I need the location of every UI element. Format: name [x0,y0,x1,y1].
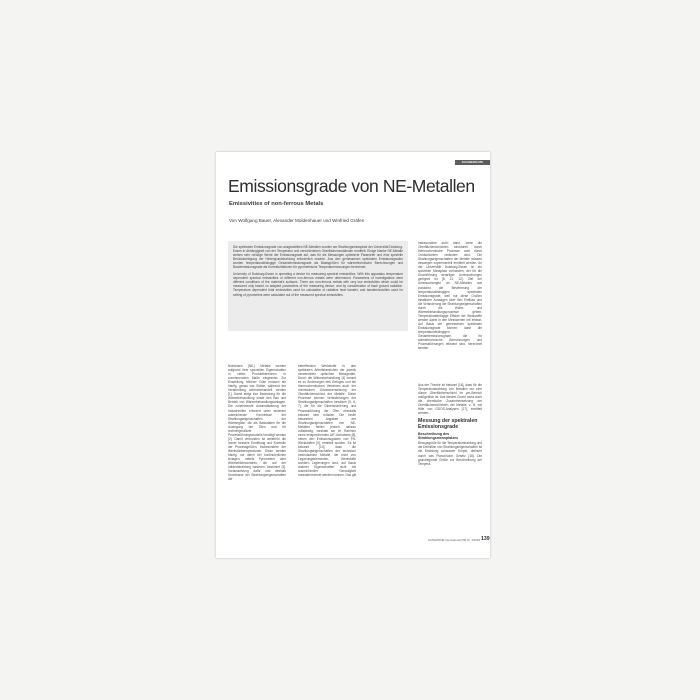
abstract-box [228,241,408,331]
right-top-text: insbesondere auch dann, wenn die Oberflächenschichten strukturell, durch thermochemische Prozesse oder durch Oxidschichten verändert sind. Die Strahlungseigenschaften der Metalle müssen deswegen experimentell ermittelt werden. An der Universität Duisburg-Essen ist ein spezieller Messplatz vorhanden, der für die Durchführung derartiger Untersuchungen geeignet ist [8, 11, 12]. Ziel der Untersuchungen an NE-Metallen war zunächst die Bestimmung der temperaturabhängigen spektralen Emissionsgrade, weil nur diese Größen inhaltliche Aussagen über den Einfluss und die Veränderung der Strahlungseigenschaften durch die Wärm- und Wärmebehandlungsprozesse geben. Temperaturabhängige Effekte der Werkstoffe werden dabei in den Messwerten mit erfasst. Auf Basis der gemessenen spektralen Emissionsgrade können dann die temperaturabhängigen Gesamtemissionsgrade, die für wärmetechnische Berechnungen und Prozessführungen relevant sind, berechnet werden. [418,241,482,351]
abstract-german: Die spektralen Emissionsgrade von ausgewählten NE-Metallen wurden am Strahlungsmessplatz der Universität Duisburg-Essen in Abhängigkeit von der Temperatur und verschiedenen Oberflächenzuständen ermittelt. Einige blanke NE-Metalle weisen sehr niedrige Werte der Emissionsgrade auf, was für die Messungen optimierte Parameter und eine spezielle Berücksichtigung der Hintergrundstrahlung erforderlich machte. Aus den gemessenen spektralen Emissionsgraden wurden temperaturabhängige Gesamtemissionsgrade als Basisgrößen für wärmetechnische Berechnungen und Bandemissionsgrade als Korrekturfaktoren für pyrometrische Temperaturmessungen berechnet. [233,245,403,270]
middle-column-text: betreffenden Werkstoffe in den spektralen Arbeitsbereichen der jeweils verwendeten optischen Messgeräte. Durch die Wärmebehandlung [4] kommt es zu Änderungen des Gefüges und bei thermochemischen Verfahren auch der chemischen Zusammensetzung der Oberflächenschicht der Metalle. Diese Prozesse können Veränderungen der Strahlungseigenschaften bewirken [5, 6, 7], die für die Dimensionierung und Prozessführung der Öfen ebenfalls bekannt sein müssen. Die heute bekannten Angaben der Strahlungseigenschaften von NE-Metallen fehlen jedoch nahezu vollständig, weshalb sie im Rahmen eines entsprechenden AiF-Vorhabens [8], neben den Emissionsgraden von FN-Werkstoffen [9], ermittelt wurden. Es ist bekannt [10], dass die Strahlungseigenschaften der technisch bedeutsamen Metalle, die nicht von Legierungselementen, Werkstoffe sondern Legierungen sind, auf Basis anderer Eigenschaften nicht mit ausreichender Genauigkeit vorausberechnet werden können. Das gilt [298,364,356,478]
left-column-text: Nichteisen (NE-) Metalle werden aufgrund ihrer speziellen Eigenschaften in vielen Produktbereichen in zunehmendem Maße eingesetzt. Zur Einstellung höherer Güte müssen sie häufig, genau wie Stähle, während der Verarbeitung wärmebehandelt werden [1]. Damit steigt ihre Bedeutung für die Wärmebehandlung sowie den Bau und Betrieb von Wärmebehandlungsanlagen. Die zunehmende Automatisierung der Industrieöfen erfordert unter anderem ausreichende Kenntnisse der Strahlungseigenschaften der Wärmegüter, die als Basisdaten für die Auslegung der Öfen und für rechnergestützte Prozessführungsmodelle benötigt werden [2]. Damit verbunden ist weiterhin die immer bessere Ermittlung und Kontrolle der Prozessgrößen, insbesondere der Werkstücktemperaturen. Diese werden häufig, vor allem bei kontinuierlichen Anlagen, mittels Pyrometern oder Wärmebildmonitoren, die auf der Infrarotstrahlung basieren, bestimmt [3]. Voraussetzung dafür und deshalb Kenntnisse der Strahlungseigenschaften der [228,364,286,482]
right-bottom-intro: Aus der Theorie ist bekannt [16], dass für die Temperaturstrahlung von Metallen nur eine dünne Oberflächenschicht im μm-Bereich maßgeblich ist. Aus diesem Grund muss auch die chemische Zusammensetzung der Oberflächenschichten der Metalle, z. B. mit Hilfe von GDOS-Analysen [17], ermittelt werden. [418,383,482,416]
middle-column [298,364,356,544]
article-page [216,152,490,558]
section-heading: Messung der spektralen Emissionsgrade [418,418,478,431]
article-authors: Von Wolfgang Bauer, Alexander Moldenhauer und Winfried Gräfen [229,218,365,223]
right-column-bottom [418,383,482,543]
article-subtitle: Emissivities of non-ferrous Metals [229,201,324,207]
article-title: Emissionsgrade von NE-Metallen [228,176,475,196]
category-bar: FACHBERICHTE [455,160,490,165]
sub-heading: Beschreibung des Strahlungsmessplatzes [418,432,459,441]
left-column [228,364,286,544]
page-number: 139 [481,536,490,542]
journal-footer: GASWÄRME International (58) Nr. 3/2009 [427,538,480,542]
right-bottom-text: Bezugsgröße für die Temperaturstrahlung und die Definition von Strahlungseigenschaften ist die Strahlung schwarzer Körper, definiert durch das Planck'sche Gesetz [18]. Die grundlegende Größe zur Beschreibung der Tempera- [418,441,482,466]
right-column-top [418,241,482,383]
abstract-english: University of Duisburg-Essen is operating a device for measuring spectral emissivities. With this apparatus temperature dependent spectral emissivities of different non-ferrous metals were determined. Parameters of investigations were different conditions of the material's surfaces. There are non-ferrous metals with very low emissivities which could be measured only based on adapted parameters of the measuring device, and by consideration of back ground radiation. Temperature dependent total emissivities used for calculation of radiative heat transfer, and bandemissivities used for setting of pyrometers were calculated out of the measured spectral emissivities. [233,272,403,297]
